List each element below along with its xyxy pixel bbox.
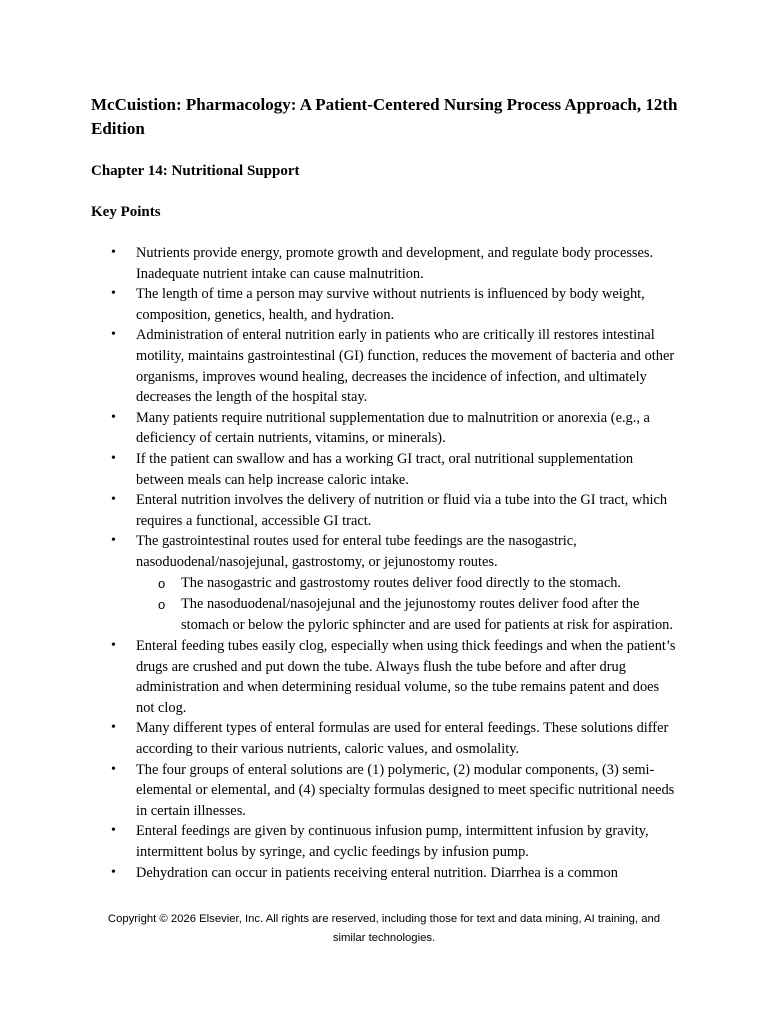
key-point-item: [0, 760, 678, 822]
key-point-text: The four groups of enteral solutions are (1) polymeric, (2) modular components, (3) semi-elemental or elemental, and (4) specialty formulas designed to meet specific nutritional needs in certain illnesses.: [136, 761, 675, 819]
key-point-text: If the patient can swallow and has a working GI tract, oral nutritional supplementation between meals can help increase caloric intake.: [136, 450, 634, 488]
key-point-item: [0, 863, 678, 884]
bullet-icon: •: [111, 327, 116, 343]
key-point-item: [0, 449, 678, 490]
key-point-text: Many different types of enteral formulas are used for enteral feedings. These solutions differ according to their various nutrients, caloric values, and osmolality.: [136, 720, 669, 758]
copyright-line-2: similar technologies.: [332, 932, 436, 944]
copyright-line-1: Copyright © 2026 Elsevier, Inc. All rights are reserved, including those for text and data mining, AI training, and: [107, 913, 661, 925]
key-point-item: [0, 284, 678, 325]
sub-point-item: [136, 573, 678, 594]
key-point-item: [0, 490, 678, 531]
bullet-icon: •: [111, 245, 116, 260]
key-point-item: [0, 531, 678, 636]
section-title: Key Points: [91, 204, 161, 220]
key-points-list: [0, 243, 768, 883]
sub-bullet-icon: o: [158, 596, 166, 612]
sub-point-text: The nasoduodenal/nasojejunal and the jejunostomy routes deliver food after the stomach or below the pyloric sphincter and are used for patients at risk for aspiration.: [181, 595, 673, 633]
bullet-icon: •: [111, 492, 116, 508]
key-point-text: Dehydration can occur in patients receiving enteral nutrition. Diarrhea is a common: [136, 864, 618, 881]
document-title: McCuistion: Pharmacology: A Patient-Centered Nursing Process Approach, 12th Edition: [91, 95, 678, 138]
bullet-icon: •: [111, 450, 116, 466]
bullet-icon: •: [111, 409, 116, 425]
sub-point-item: [136, 594, 678, 636]
copyright-footer: [0, 910, 768, 948]
key-point-text: Nutrients provide energy, promote growth and development, and regulate body processes. Inadequate nutrient intake can cause malnutrition.: [136, 245, 654, 282]
key-point-text: The gastrointestinal routes used for enteral tube feedings are the nasogastric, nasoduodenal/nasojejunal, gastrostomy, or jejunostomy routes.: [136, 533, 577, 570]
sub-point-text: The nasogastric and gastrostomy routes deliver food directly to the stomach.: [181, 574, 621, 591]
bullet-icon: •: [111, 823, 116, 839]
key-point-text: Many patients require nutritional supplementation due to malnutrition or anorexia (e.g., a deficiency of certain nutrients, vitamins, or minerals).: [136, 409, 650, 447]
bullet-icon: •: [111, 533, 116, 549]
key-point-text: Administration of enteral nutrition early in patients who are critically ill restores intestinal motility, maintains gastrointestinal (GI) function, reduces the movement of bacteria and other organisms, improves wound healing, decreases the incidence of infection, and ultimately decreases the length of the hospital stay.: [136, 327, 675, 406]
bullet-icon: •: [111, 720, 116, 736]
key-point-item: [0, 243, 678, 284]
chapter-title: Chapter 14: Nutritional Support: [91, 163, 300, 179]
bullet-icon: •: [111, 864, 116, 880]
bullet-icon: •: [111, 638, 116, 654]
key-point-text: Enteral nutrition involves the delivery of nutrition or fluid via a tube into the GI tract, which requires a functional, accessible GI tract.: [136, 492, 668, 529]
sub-point-list: [136, 573, 678, 637]
sub-bullet-icon: o: [158, 575, 166, 591]
key-point-text: The length of time a person may survive without nutrients is influenced by body weight, composition, genetics, health, and hydration.: [136, 286, 645, 323]
key-point-item: [0, 718, 678, 759]
bullet-icon: •: [111, 286, 116, 302]
key-point-text: Enteral feeding tubes easily clog, especially when using thick feedings and when the patient’s drugs are crushed and put down the tube. Always flush the tube before and after drug administration and when determining residual volume, so the tube remains patent and does not clog.: [136, 638, 676, 716]
key-point-text: Enteral feedings are given by continuous infusion pump, intermittent infusion by gravity, intermittent bolus by syringe, and cyclic feedings by infusion pump.: [136, 823, 649, 861]
bullet-icon: •: [111, 761, 116, 777]
key-point-item: [0, 408, 678, 449]
key-point-item: [0, 636, 678, 718]
key-point-item: [0, 325, 678, 407]
key-point-item: [0, 821, 678, 862]
